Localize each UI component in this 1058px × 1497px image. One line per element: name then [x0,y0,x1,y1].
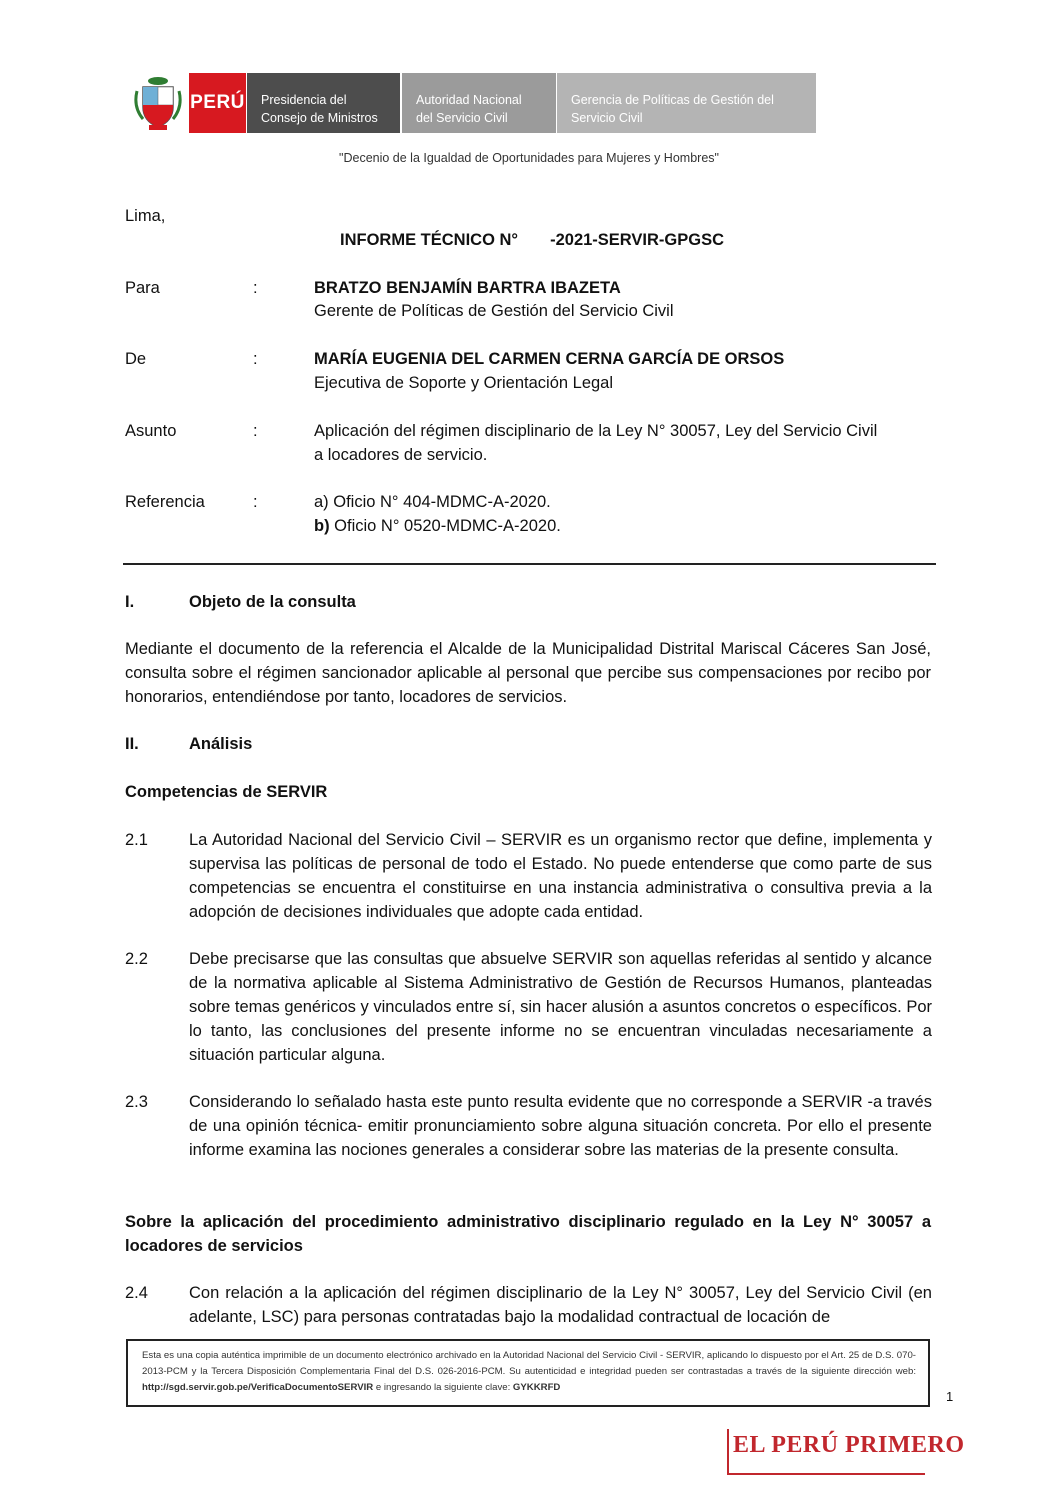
referencia-a [314,490,551,514]
para-name: BRATZO BENJAMÍN BARTRA IBAZETA [314,279,621,297]
paragraph-2-1: La Autoridad Nacional del Servicio Civil – SERVIR es un organismo rector que define, implementa y supervisa las políticas de personal de todo el Estado. No puede entenderse que como parte de sus competencias se encuentra el constituirse en una instancia administrativa o consultiva previa a la adopción de decisiones individuales que adopte cada entidad. [189,831,932,921]
paragraph-2-3: Considerando lo señalado hasta este punto resulta evidente que no corresponde a SERVIR -a través de una opinión técnica- emitir pronunciamiento sobre alguna situación concreta. Por ello el presente informe examina las nociones generales a considerar sobre las materias de la presente consulta. [189,1093,932,1159]
authenticity-notice-text-2: e ingresando la siguiente clave: [373,1382,513,1393]
decenio-motto: "Decenio de la Igualdad de Oportunidades para Mujeres y Hombres" [339,151,719,165]
section1-number: I. [125,593,135,611]
authenticity-notice [126,1339,930,1407]
paragraph-2-1-number: 2.1 [125,831,148,849]
asunto-label: Asunto [125,422,177,440]
page-number: 1 [946,1389,954,1404]
paragraph-2-2-number: 2.2 [125,950,148,968]
asunto-line1: Aplicación del régimen disciplinario de la Ley N° 30057, Ley del Servicio Civil [314,422,878,440]
para-label: Para [125,279,160,297]
header-box-pcm-line1: Presidencia del [261,93,347,107]
referencia-b-text: Oficio N° 0520-MDMC-A-2020. [329,517,561,535]
place-date: Lima, [125,207,166,225]
paragraph-2-4: Con relación a la aplicación del régimen disciplinario de la Ley N° 30057, Ley del Servicio Civil (en adelante, LSC) para personas contratadas bajo la modalidad contractual de locación de [189,1284,932,1326]
referencia-a-prefix: a) [314,493,329,511]
referencia-b-prefix: b) [314,517,330,535]
de-colon: : [253,350,258,368]
de-label: De [125,350,147,368]
paragraph-2-2: Debe precisarse que las consultas que absuelve SERVIR son aquellas referidas al sentido y alcance de la normativa aplicable al Sistema Administrativo de Gestión de Recursos Humanos, planteadas sobre temas genéricos y vinculados entre sí, sin hacer alusión a asuntos concretos o específicos. Por lo tanto, las conclusiones del presente informe no se encuentran vinculadas necesariamente a situación particular alguna. [189,950,932,1064]
asunto-colon: : [253,422,258,440]
de-role: Ejecutiva de Soporte y Orientación Legal [314,374,614,392]
subheading-competencias: Competencias de SERVIR [125,783,328,801]
slogan-logo: EL PERÚ PRIMERO [733,1432,965,1458]
paragraph-2-4-number: 2.4 [125,1284,148,1302]
section1-title: Objeto de la consulta [189,593,356,611]
peru-brand-text: PERÚ [190,92,245,113]
de-name: MARÍA EUGENIA DEL CARMEN CERNA GARCÍA DE ORSOS [314,350,785,368]
header-box-gerencia-line2: Servicio Civil [571,111,643,125]
header-divider [123,563,936,565]
header-box-pcm [247,73,400,133]
header-box-gerencia [557,73,816,133]
section2-number: II. [125,735,139,753]
verification-key: GYKKRFD [512,1382,561,1393]
paragraph-2-3-number: 2.3 [125,1093,148,1111]
header-box-pcm-line2: Consejo de Ministros [261,111,378,125]
authenticity-notice-text: Esta es una copia auténtica imprimible de un documento electrónico archivado en la Autoridad Nacional del Servicio Civil - SERVIR, aplicando lo dispuesto por el Art. 25 de D.S. 070-2013-PCM y la Tercera Disposición Complementaria Final del D.S. 026-2016-PCM. Su autenticidad e integridad pueden ser contrastadas a través de la siguiente dirección web: [142,1350,916,1377]
referencia-b [314,514,561,538]
subheading-aplicacion: Sobre la aplicación del procedimiento administrativo disciplinario regulado en la Ley N° 30057 a locadores de servicios [125,1213,931,1255]
referencia-colon: : [253,493,258,511]
header-box-gerencia-line1: Gerencia de Políticas de Gestión del [571,93,774,107]
para-colon: : [253,279,258,297]
header-box-servir-line1: Autoridad Nacional [416,93,522,107]
peru-brand-logo [189,73,246,133]
referencia-label: Referencia [125,493,205,511]
section2-title: Análisis [189,735,253,753]
verification-url[interactable]: http://sgd.servir.gob.pe/VerificaDocumentoSERVIR [142,1382,374,1393]
header-box-servir-line2: del Servicio Civil [416,111,508,125]
coat-of-arms-logo [133,73,183,133]
header-box-servir [402,73,556,133]
referencia-a-text: Oficio N° 404-MDMC-A-2020. [328,493,551,511]
para-role: Gerente de Políticas de Gestión del Servicio Civil [314,302,674,320]
section1-paragraph: Mediante el documento de la referencia el Alcalde de la Municipalidad Distrital Mariscal Cáceres San José, consulta sobre el régimen sancionador aplicable al personal que percibe sus compensaciones por recibo por honorarios, entendiéndose por tanto, locadores de servicios. [125,640,931,706]
report-title: INFORME TÉCNICO N° -2021-SERVIR-GPGSC [340,231,725,249]
asunto-line2: a locadores de servicio. [314,446,488,464]
